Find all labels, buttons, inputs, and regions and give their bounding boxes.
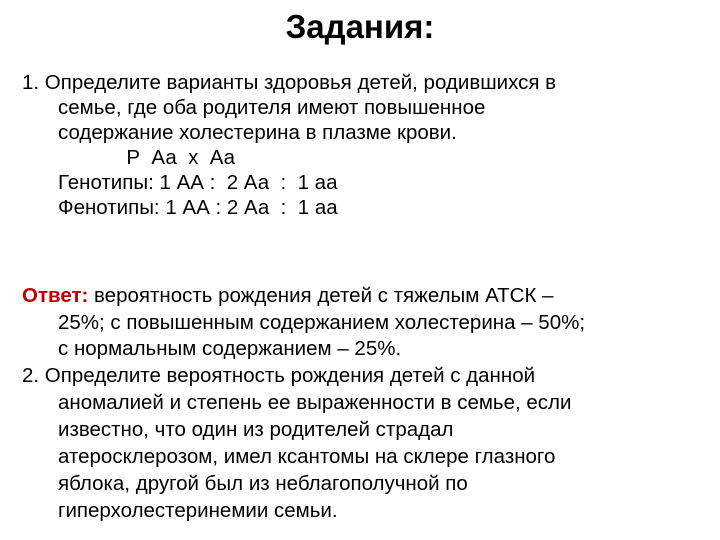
task-2 (22, 362, 682, 524)
task-2-line: атеросклерозом, имел ксантомы на склере глазного (58, 445, 556, 468)
task-1-line: 1. Определите варианты здоровья детей, родившихся в (22, 71, 557, 94)
task-2-line: гиперхолестеринемии семьи. (58, 499, 338, 522)
answer-first-line (22, 283, 682, 310)
task-2-line: яблока, другой был из неблагополучной по (58, 472, 468, 495)
answer-line: 25%; с повышенным содержанием холестерина – 50%; (58, 310, 586, 334)
task-2-line: известно, что один из родителей страдал (58, 418, 454, 441)
genotypes-line: Генотипы: 1 АА : 2 Аа : 1 аа (58, 171, 338, 194)
task-1-line: семье, где оба родителя имеют повышенное (58, 96, 486, 119)
phenotypes-line: Фенотипы: 1 АА : 2 Аа : 1 аа (58, 196, 338, 219)
task-1 (22, 70, 682, 220)
page-title: Задания: (285, 8, 435, 45)
answer-line: с нормальным содержанием – 25%. (58, 337, 402, 360)
answer-block (22, 283, 682, 363)
answer-label: Ответ: (22, 284, 89, 307)
task-2-line: аномалией и степень ее выраженности в семье, если (58, 391, 572, 414)
task-1-line: содержание холестерина в плазме крови. (58, 121, 457, 144)
answer-text: вероятность рождения детей с тяжелым АТСК – (88, 284, 554, 307)
task-2-line: 2. Определите вероятность рождения детей с данной (22, 364, 536, 387)
cross-scheme-line: Р Аа х Аа (58, 146, 236, 169)
